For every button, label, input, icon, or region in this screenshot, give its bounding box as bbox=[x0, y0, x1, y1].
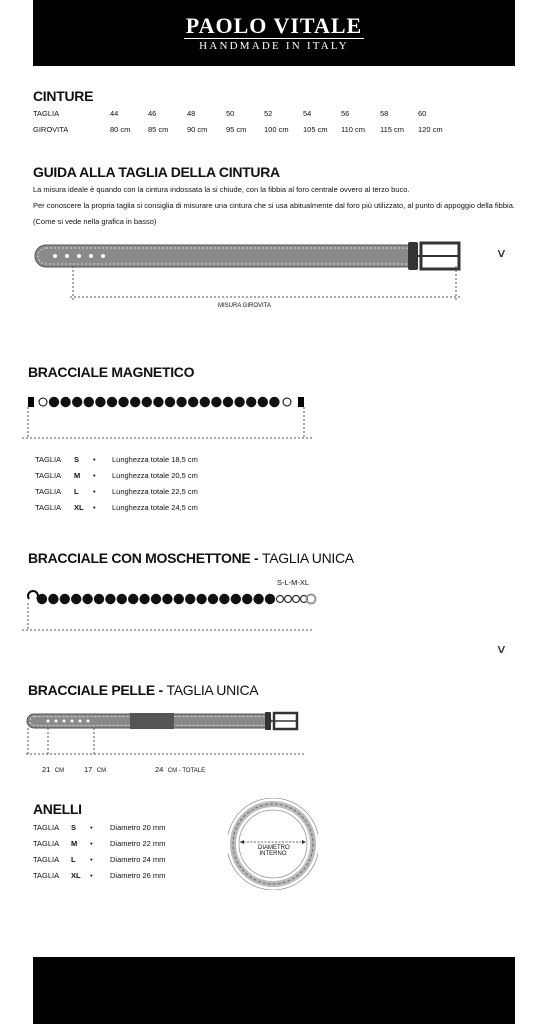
belt-waist-cell: 80 cm bbox=[110, 125, 131, 134]
size-row-size: L bbox=[74, 487, 79, 496]
size-row-label: TAGLIA bbox=[33, 839, 60, 848]
belts-title: CINTURE bbox=[33, 88, 94, 104]
size-row-diameter: Diametro 22 mm bbox=[110, 839, 166, 848]
brand-tagline: HANDMADE IN ITALY bbox=[199, 40, 349, 52]
bead bbox=[234, 397, 244, 407]
bead bbox=[253, 594, 263, 604]
bead bbox=[208, 594, 218, 604]
size-row-label: TAGLIA bbox=[33, 855, 60, 864]
belt-size-cell: 50 bbox=[226, 109, 235, 118]
belt-size-cell: 58 bbox=[380, 109, 389, 118]
bead bbox=[269, 397, 279, 407]
belt-size-cell: 56 bbox=[341, 109, 350, 118]
leather-bracelet-diagram bbox=[0, 708, 548, 760]
size-row-length: Lunghezza totale 18,5 cm bbox=[112, 455, 198, 464]
carabiner-bracelet-diagram bbox=[0, 588, 548, 636]
size-row-bullet: • bbox=[90, 855, 93, 864]
size-row-label: TAGLIA bbox=[33, 823, 60, 832]
size-row-length: Lunghezza totale 24,5 cm bbox=[112, 503, 198, 512]
belt-diagram bbox=[0, 236, 548, 311]
bead bbox=[246, 397, 256, 407]
bead bbox=[176, 397, 186, 407]
bead bbox=[153, 397, 163, 407]
footer-banner bbox=[33, 957, 515, 1024]
leather-measure-1: 21 CM bbox=[42, 765, 65, 774]
bead bbox=[105, 594, 115, 604]
belt-waist-cell: 105 cm bbox=[303, 125, 328, 134]
bead bbox=[200, 397, 210, 407]
belts-size-label: TAGLIA bbox=[33, 109, 60, 118]
bead bbox=[117, 594, 127, 604]
ring-inner-diameter-label: DIAMETRO INTERNO bbox=[258, 845, 290, 857]
size-row-bullet: • bbox=[90, 823, 93, 832]
bead bbox=[196, 594, 206, 604]
guide-paragraph-2: Per conoscere la propria taglia si consiglia di misurare una cintura che si usa abitualmente dal foro più utilizzato, al punto di appoggio della fibbia. bbox=[33, 201, 515, 210]
carabiner-title bbox=[28, 550, 354, 566]
size-row-size: S bbox=[74, 455, 80, 464]
chevron-down-icon[interactable]: ∨ bbox=[495, 642, 508, 656]
size-row-label: TAGLIA bbox=[35, 471, 62, 480]
guide-paragraph-1: La misura ideale è quando con la cintura indossata la si chiude, con la fibbia al foro centrale ovvero al terzo buco. bbox=[33, 185, 410, 194]
size-row-length: Lunghezza totale 22,5 cm bbox=[112, 487, 198, 496]
belt-waist-cell: 95 cm bbox=[226, 125, 247, 134]
header-banner bbox=[33, 0, 515, 66]
size-row-diameter: Diametro 26 mm bbox=[110, 871, 166, 880]
bead bbox=[48, 594, 58, 604]
guide-paragraph-3: (Come si vede nella grafica in basso) bbox=[33, 217, 157, 226]
bead bbox=[94, 594, 104, 604]
size-row-diameter: Diametro 20 mm bbox=[110, 823, 166, 832]
bead bbox=[265, 594, 275, 604]
bead bbox=[95, 397, 105, 407]
size-row-length: Lunghezza totale 20,5 cm bbox=[112, 471, 198, 480]
bead bbox=[219, 594, 229, 604]
size-row-size: XL bbox=[74, 503, 84, 512]
size-row-size: L bbox=[71, 855, 76, 864]
size-row-label: TAGLIA bbox=[35, 487, 62, 496]
leather-title bbox=[28, 682, 258, 698]
size-row-bullet: • bbox=[90, 839, 93, 848]
size-row-size: XL bbox=[71, 871, 81, 880]
size-row-bullet: • bbox=[93, 487, 96, 496]
leather-measure-3: 24 CM - TOTALE bbox=[155, 765, 206, 774]
brand-name: PAOLO VITALE bbox=[185, 13, 363, 38]
size-row-label: TAGLIA bbox=[33, 871, 60, 880]
bead bbox=[71, 594, 81, 604]
bead bbox=[223, 397, 233, 407]
size-row-size: S bbox=[71, 823, 77, 832]
size-row-bullet: • bbox=[93, 455, 96, 464]
bead bbox=[231, 594, 241, 604]
size-row-size: M bbox=[71, 839, 78, 848]
bead bbox=[185, 594, 195, 604]
brand-underline bbox=[184, 38, 364, 39]
belt-waist-cell: 85 cm bbox=[148, 125, 169, 134]
carabiner-title-bold: BRACCIALE CON MOSCHETTONE - bbox=[28, 550, 259, 566]
belt-size-cell: 54 bbox=[303, 109, 312, 118]
ring-diagram bbox=[228, 798, 318, 890]
size-row-bullet: • bbox=[90, 871, 93, 880]
magnetic-bracelet-diagram bbox=[0, 392, 548, 442]
bead bbox=[211, 397, 221, 407]
bead bbox=[60, 594, 70, 604]
bead bbox=[107, 397, 117, 407]
size-row-diameter: Diametro 24 mm bbox=[110, 855, 166, 864]
bead bbox=[130, 397, 140, 407]
bead bbox=[60, 397, 70, 407]
size-row-bullet: • bbox=[93, 503, 96, 512]
chevron-down-icon[interactable]: ∨ bbox=[495, 246, 508, 260]
bead bbox=[84, 397, 94, 407]
carabiner-title-thin: TAGLIA UNICA bbox=[262, 550, 354, 566]
guide-title: GUIDA ALLA TAGLIA DELLA CINTURA bbox=[33, 164, 280, 180]
leather-measure-2: 17 CM bbox=[84, 765, 107, 774]
bead bbox=[49, 397, 59, 407]
bead bbox=[118, 397, 128, 407]
belt-waist-cell: 115 cm bbox=[380, 125, 405, 134]
belt-size-cell: 52 bbox=[264, 109, 273, 118]
bead bbox=[162, 594, 172, 604]
belt-waist-cell: 110 cm bbox=[341, 125, 366, 134]
bead bbox=[151, 594, 161, 604]
bead bbox=[128, 594, 138, 604]
belt-size-cell: 46 bbox=[148, 109, 157, 118]
bead bbox=[188, 397, 198, 407]
belt-size-cell: 48 bbox=[187, 109, 196, 118]
magnetic-title: BRACCIALE MAGNETICO bbox=[28, 364, 195, 380]
belt-waist-cell: 90 cm bbox=[187, 125, 208, 134]
bead bbox=[72, 397, 82, 407]
rings-title: ANELLI bbox=[33, 801, 82, 817]
bead bbox=[174, 594, 184, 604]
size-row-size: M bbox=[74, 471, 81, 480]
carabiner-sizes-note: S-L-M-XL bbox=[277, 578, 310, 587]
bead bbox=[258, 397, 268, 407]
size-row-label: TAGLIA bbox=[35, 503, 62, 512]
belt-waist-cell: 100 cm bbox=[264, 125, 289, 134]
bead bbox=[242, 594, 252, 604]
leather-title-bold: BRACCIALE PELLE - bbox=[28, 682, 163, 698]
belt-size-cell: 60 bbox=[418, 109, 427, 118]
bead bbox=[82, 594, 92, 604]
belt-size-cell: 44 bbox=[110, 109, 119, 118]
bead bbox=[37, 594, 47, 604]
leather-title-thin: TAGLIA UNICA bbox=[166, 682, 259, 698]
measure-girovita-label: MISURA GIROVITA bbox=[218, 303, 271, 309]
size-row-label: TAGLIA bbox=[35, 455, 62, 464]
bead bbox=[165, 397, 175, 407]
bead bbox=[139, 594, 149, 604]
bead bbox=[142, 397, 152, 407]
belt-waist-cell: 120 cm bbox=[418, 125, 443, 134]
belts-waist-label: GIROVITA bbox=[33, 125, 69, 134]
size-row-bullet: • bbox=[93, 471, 96, 480]
